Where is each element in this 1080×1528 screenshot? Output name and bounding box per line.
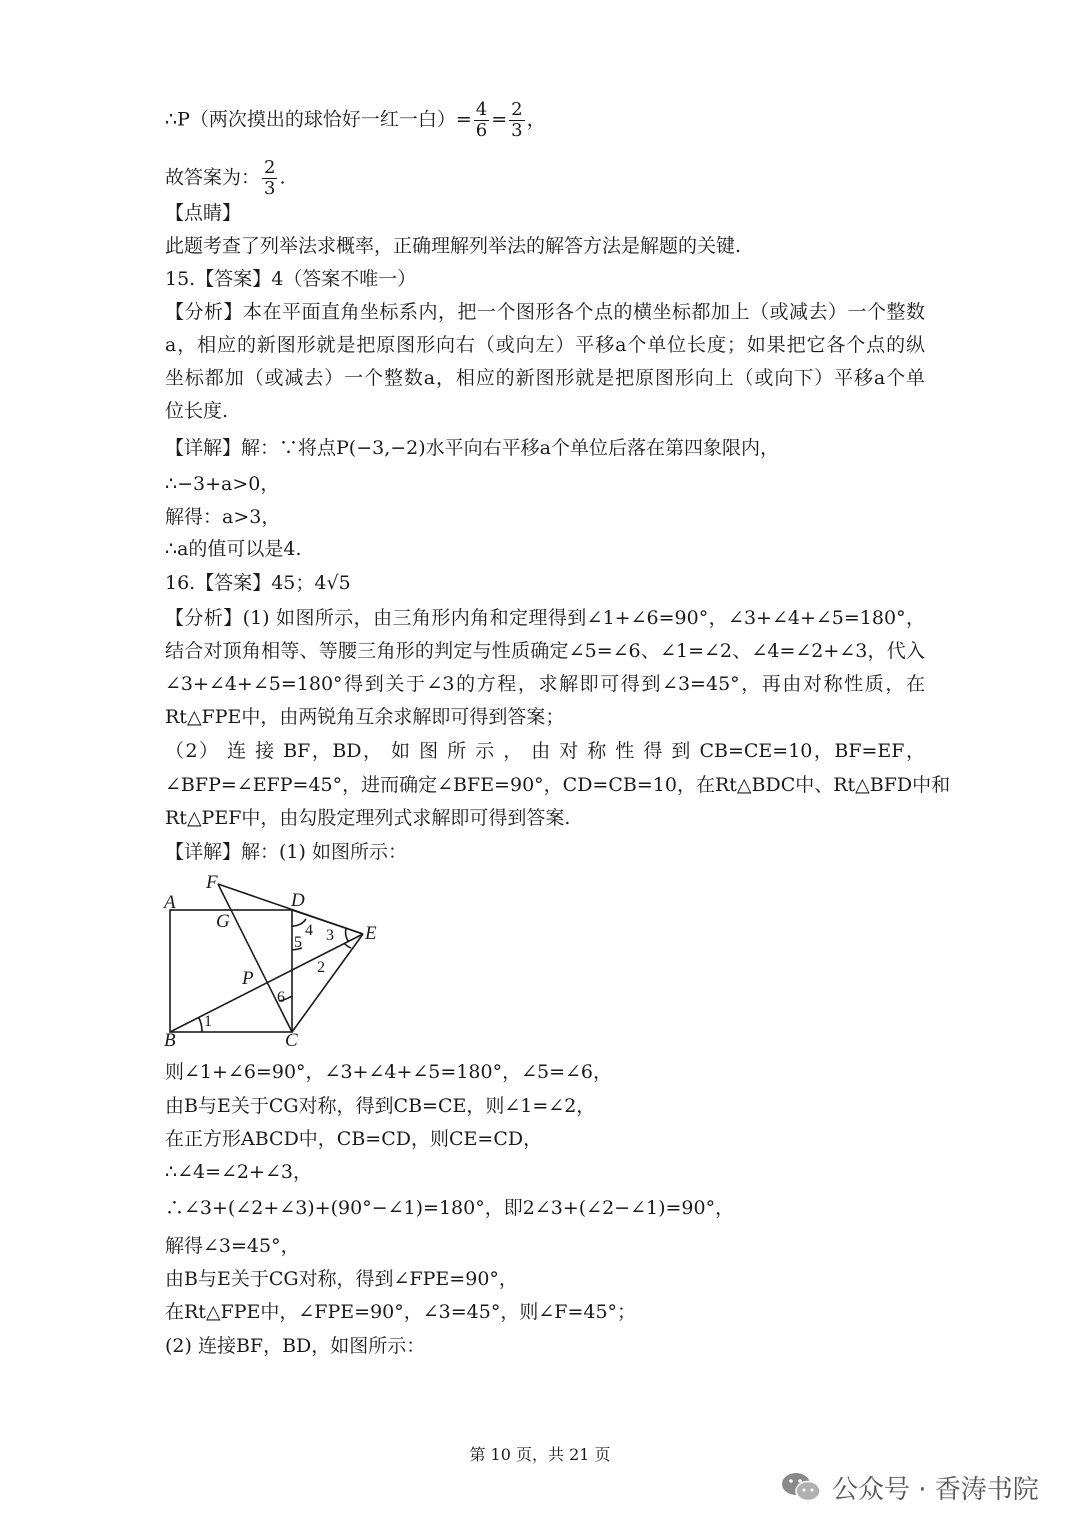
text-line: 在正方形ABCD中，CB=CD，则CE=CD， [165, 1128, 543, 1150]
angle-label-3: 3 [326, 927, 334, 944]
geometry-figure [160, 868, 400, 1053]
text-line: 解得∠3=45°， [165, 1235, 300, 1257]
fraction-numerator: 2 [511, 99, 523, 120]
angle-label-4: 4 [305, 922, 313, 939]
angle-arc-1 [199, 1018, 202, 1032]
vertex-label-b: B [164, 1030, 176, 1051]
text-line: ∠3+∠4+∠5=180°得到关于∠3的方程，求解即可得到∠3=45°，再由对称性质，在 [165, 673, 925, 695]
angle-label-6: 6 [277, 989, 285, 1006]
fraction-numerator: 4 [475, 99, 488, 120]
angle-label-5: 5 [294, 934, 302, 951]
text-span: 故答案为： [165, 166, 261, 189]
text-span: = [491, 108, 508, 131]
fraction-denominator: 3 [511, 120, 523, 141]
vertex-label-p: P [242, 968, 254, 989]
text-line: Rt△PEF中，由勾股定理列式求解即可得到答案. [165, 807, 571, 829]
square-abcd [170, 910, 292, 1032]
text-span: ， [526, 108, 546, 131]
text-span: ∴P（两次摸出的球恰好一红一白）= [165, 108, 472, 131]
angle-arc-2 [344, 943, 351, 948]
text-line: ∴∠4=∠2+∠3， [165, 1161, 312, 1183]
text-line: 则∠1+∠6=90°，∠3+∠4+∠5=180°，∠5=∠6， [165, 1061, 613, 1083]
text-line: （2） 连 接 BF，BD， 如 图 所 示 ， 由 对 称 性 得 到 CB=CE=10，BF=EF， [165, 740, 925, 762]
angle-label-2: 2 [317, 959, 325, 976]
angle-arc-4 [292, 919, 306, 926]
wechat-icon [780, 1469, 822, 1505]
text-line: a，相应的新图形就是把原图形向右（或向左）平移a个单位长度；如果把它各个点的纵 [165, 334, 925, 356]
text-line: 在Rt△FPE中，∠FPE=90°，∠3=45°，则∠F=45°； [165, 1301, 637, 1323]
text-span: . [279, 166, 286, 189]
fraction [474, 100, 489, 141]
text-line: ∴∠3+(∠2+∠3)+(90°−∠1)=180°，即2∠3+(∠2−∠1)=90°， [165, 1197, 735, 1219]
segment-ce [292, 934, 363, 1032]
vertex-label-c: C [285, 1030, 298, 1051]
text-line: 由B与E关于CG对称，得到CB=CE，则∠1=∠2， [165, 1095, 596, 1117]
vertex-label-a: A [164, 892, 176, 913]
vertex-label-d: D [291, 890, 305, 911]
fraction [262, 158, 277, 199]
text-line: ∴−3+a>0， [165, 473, 280, 495]
watermark-text: 公众号 · 香涛书院 [832, 1474, 1039, 1505]
answer-heading: 15.【答案】4（答案不唯一） [165, 268, 417, 290]
text-line: 【详解】解：(1) 如图所示： [165, 841, 407, 863]
text-line: ∴a的值可以是4. [165, 538, 302, 560]
page-footer: 第 10 页，共 21 页 [469, 1445, 611, 1464]
text-line: Rt△FPE中，由两锐角互余求解即可得到答案； [165, 706, 565, 728]
text-line: 【详解】解：∵将点P(−3,−2)水平向右平移a个单位后落在第四象限内， [165, 437, 779, 459]
vertex-label-g: G [216, 911, 230, 932]
text-line: 解得：a>3， [165, 506, 281, 528]
watermark [780, 1462, 1039, 1512]
vertex-label-f: F [206, 872, 218, 893]
text-line: 位长度. [165, 400, 229, 422]
text-line: 【分析】本在平面直角坐标系内，把一个图形各个点的横坐标都加上（或减去）一个整数 [165, 301, 925, 323]
answer-heading: 16.【答案】45；4√5 [165, 572, 351, 594]
fraction [509, 100, 524, 141]
text-line: 【分析】(1) 如图所示，由三角形内角和定理得到∠1+∠6=90°，∠3+∠4+∠5=180°， [165, 607, 925, 629]
fraction-denominator: 6 [475, 120, 488, 141]
text-line: 坐标都加（或减去）一个整数a，相应的新图形就是把原图形向上（或向下）平移a个单 [165, 367, 925, 389]
text-line [165, 158, 925, 199]
fraction-numerator: 2 [264, 157, 276, 178]
segment-be [170, 934, 363, 1032]
text-line [165, 100, 925, 141]
text-line: 由B与E关于CG对称，得到∠FPE=90°， [165, 1268, 518, 1290]
angle-arc-3 [346, 928, 348, 941]
section-heading: 【点睛】 [165, 202, 242, 224]
vertex-label-e: E [365, 923, 377, 944]
text-line: 此题考查了列举法求概率，正确理解列举法的解答方法是解题的关键. [165, 235, 742, 257]
angle-label-1: 1 [204, 1013, 212, 1030]
text-line: 结合对顶角相等、等腰三角形的判定与性质确定∠5=∠6、∠1=∠2、∠4=∠2+∠3，代入 [165, 640, 925, 662]
text-line: (2) 连接BF，BD，如图所示： [165, 1335, 426, 1357]
text-line: ∠BFP=∠EFP=45°，进而确定∠BFE=90°，CD=CB=10，在Rt△BDC中、Rt△BFD中和 [165, 774, 951, 796]
fraction-denominator: 3 [264, 178, 276, 199]
